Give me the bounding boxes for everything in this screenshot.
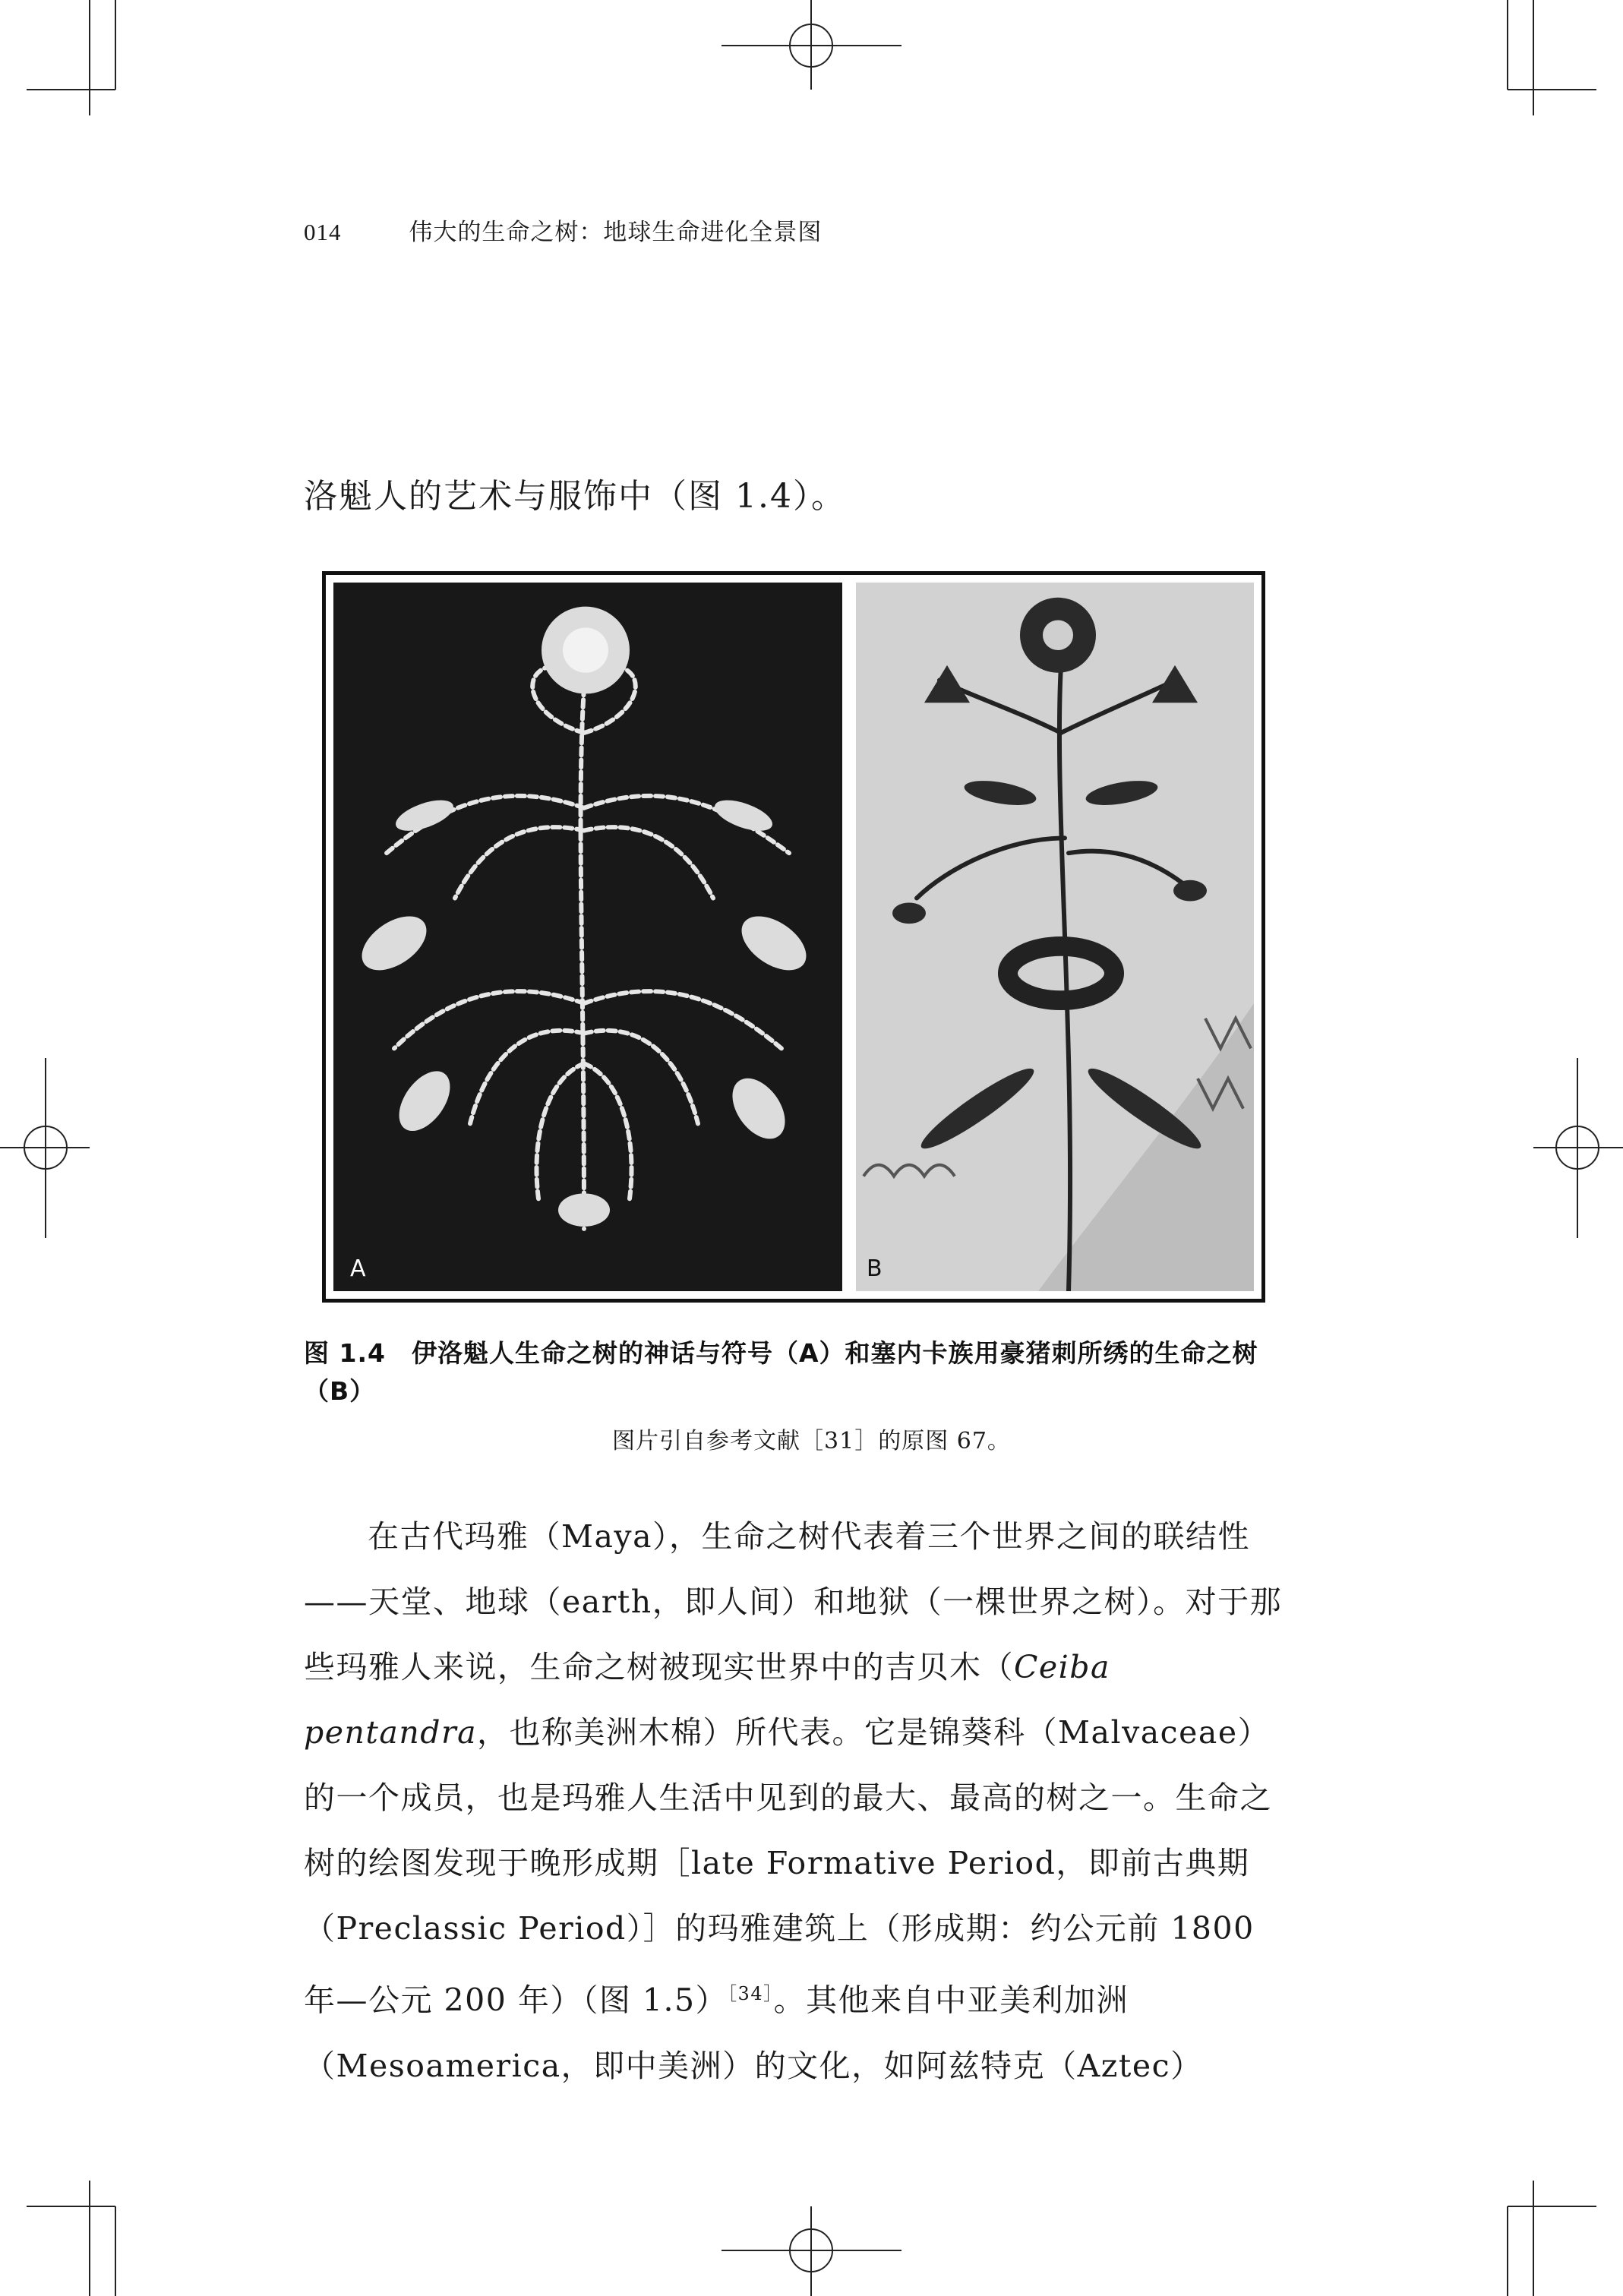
text-run-2: ，也称美洲木棉）所代表。它是锦葵科（Malvaceae）的一个成员，也是玛雅人生活中见到的最大、最高的树之一。生命之树的绘图发现于晚形成期［late Formative Period，即前古典期（Preclassic Period）］的玛雅建筑上（形成期：约公元前 1800 年—公元 200 年）（图 1.5） [304,1714,1272,2019]
page-number: 014 [304,219,342,245]
panel-b-embroidery-image [856,583,1254,1291]
running-header [304,213,822,247]
body-paragraph [304,1504,1284,2099]
paragraph-text [304,1504,1284,2099]
book-title: 伟大的生命之树：地球生命进化全景图 [409,219,823,246]
panel-b-label: B [867,1255,883,1282]
panel-a-label: A [350,1255,366,1282]
lead-text-line: 洛魁人的艺术与服饰中（图 1.4）。 [304,477,846,516]
text-run-1: 在古代玛雅（Maya），生命之树代表着三个世界之间的联结性——天堂、地球（earth，即人间）和地狱（一棵世界之树）。对于那些玛雅人来说，生命之树被现实世界中的吉贝木（ [304,1518,1283,1685]
figure-caption-title: 图 1.4 伊洛魁人生命之树的神话与符号（A）和塞内卡族用豪猪刺所绣的生命之树（B） [304,1338,1258,1406]
text-run-3: 。其他来自中亚美利加洲（Mesoamerica，即中美洲）的文化，如阿兹特克（Aztec） [304,1982,1203,2084]
figure-1-4 [322,571,1265,1303]
panel-a-embroidery-image [333,583,842,1291]
citation-ref: ［34］ [728,1983,774,2004]
figure-caption-source: 图片引自参考文献［31］的原图 67。 [612,1428,1011,1454]
species-name: Ceiba pentandra [304,1649,1110,1751]
